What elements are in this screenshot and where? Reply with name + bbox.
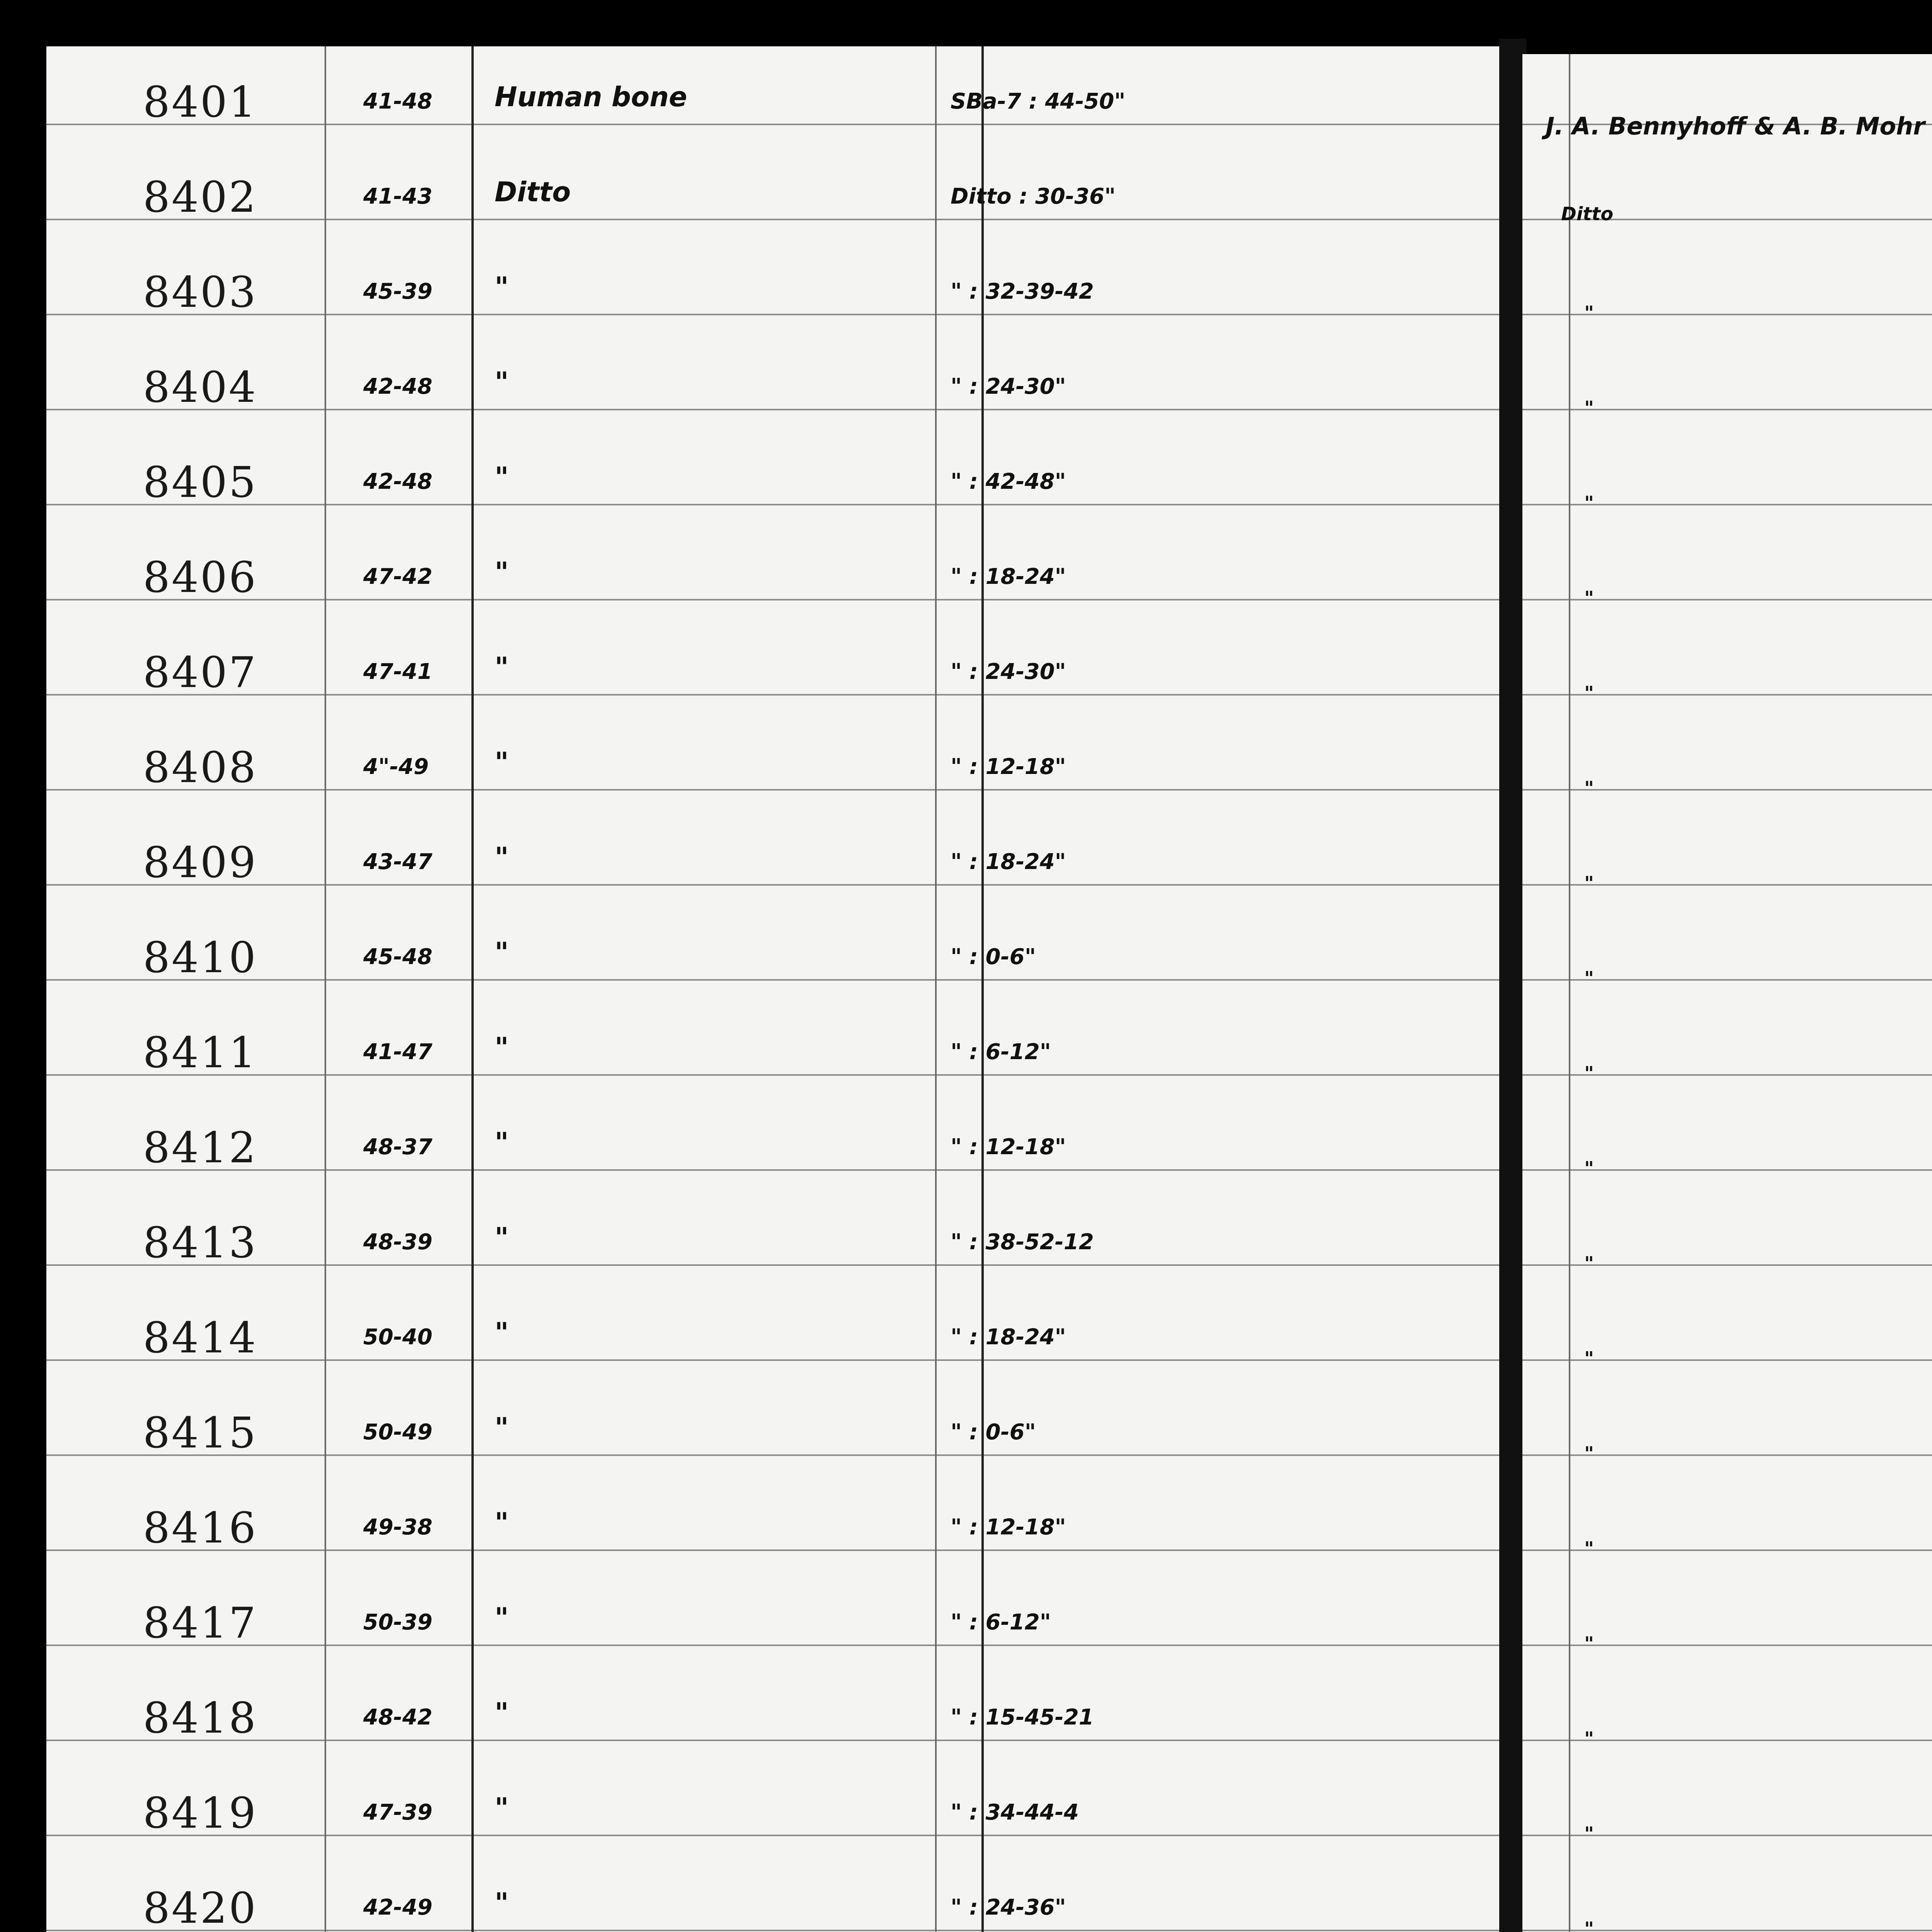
catalog-number: 8405 xyxy=(143,457,257,507)
grid-coordinate: 45-48 xyxy=(363,944,433,969)
specimen-description: " xyxy=(495,651,509,683)
ditto-mark: " xyxy=(1584,587,1594,609)
ditto-mark: " xyxy=(1584,682,1594,704)
specimen-description: " xyxy=(495,1507,509,1539)
site-depth: " : 24-30" xyxy=(951,659,1066,684)
row-rule xyxy=(46,599,1503,600)
row-rule xyxy=(1522,884,1932,886)
ledger-left-page xyxy=(46,46,1503,1932)
catalog-number: 8420 xyxy=(143,1883,257,1932)
row-rule xyxy=(1522,694,1932,696)
row-rule xyxy=(46,504,1503,505)
row-rule xyxy=(46,979,1503,981)
row-rule xyxy=(46,1645,1503,1646)
row-rule xyxy=(1522,1835,1932,1836)
ditto-mark: " xyxy=(1584,1063,1594,1084)
specimen-description: " xyxy=(495,1412,509,1444)
site-depth: " : 34-44-4 xyxy=(951,1800,1079,1825)
specimen-description: " xyxy=(495,1127,509,1158)
specimen-description: " xyxy=(495,842,509,873)
catalog-number: 8411 xyxy=(143,1028,257,1077)
specimen-description: " xyxy=(495,271,509,303)
specimen-description: " xyxy=(495,1697,509,1729)
site-depth: " : 18-24" xyxy=(951,564,1066,589)
row-rule xyxy=(1522,1454,1932,1456)
row-rule xyxy=(1522,1074,1932,1076)
row-rule xyxy=(46,314,1503,315)
specimen-description: Ditto xyxy=(495,176,571,208)
grid-coordinate: 41-43 xyxy=(363,184,433,209)
site-depth: " : 0-6" xyxy=(951,944,1036,969)
column-rule xyxy=(1569,54,1570,1932)
ditto-word: Ditto xyxy=(1561,203,1614,225)
row-rule xyxy=(46,124,1503,125)
specimen-description: " xyxy=(495,937,509,968)
site-depth: " : 15-45-21 xyxy=(951,1705,1094,1730)
ditto-mark: " xyxy=(1584,1538,1594,1560)
row-rule xyxy=(1522,314,1932,315)
catalog-number: 8404 xyxy=(143,362,257,412)
row-rule xyxy=(1522,1359,1932,1361)
ditto-mark: " xyxy=(1584,1443,1594,1464)
row-rule xyxy=(46,1835,1503,1836)
catalog-number: 8409 xyxy=(143,838,257,887)
ditto-mark: " xyxy=(1584,1253,1594,1274)
specimen-description: Human bone xyxy=(495,81,687,113)
catalog-number: 8403 xyxy=(143,267,257,317)
row-rule xyxy=(46,789,1503,791)
ditto-mark: " xyxy=(1584,777,1594,799)
row-rule xyxy=(46,409,1503,410)
row-rule xyxy=(46,1740,1503,1741)
site-depth: " : 18-24" xyxy=(951,1325,1066,1350)
grid-coordinate: 43-47 xyxy=(363,849,433,874)
row-rule xyxy=(46,219,1503,220)
row-rule xyxy=(1522,979,1932,981)
grid-coordinate: 42-48 xyxy=(363,469,433,494)
collector-name: J. A. Bennyhoff & A. B. Mohr xyxy=(1546,112,1925,140)
site-depth: " : 6-12" xyxy=(951,1610,1051,1635)
row-rule xyxy=(46,1930,1503,1931)
grid-coordinate: 50-39 xyxy=(363,1610,433,1635)
ditto-mark: " xyxy=(1584,1158,1594,1179)
catalog-number: 8407 xyxy=(143,648,257,697)
specimen-description: " xyxy=(495,1317,509,1349)
row-rule xyxy=(1522,1549,1932,1551)
site-depth: " : 12-18" xyxy=(951,1134,1066,1160)
specimen-description: " xyxy=(495,461,509,493)
ditto-mark: " xyxy=(1584,872,1594,894)
site-depth: Ditto : 30-36" xyxy=(951,184,1116,209)
grid-coordinate: 50-40 xyxy=(363,1325,433,1350)
site-depth: " : 42-48" xyxy=(951,469,1066,494)
site-depth: " : 0-6" xyxy=(951,1420,1036,1445)
site-depth: " : 32-39-42 xyxy=(951,279,1094,304)
ditto-mark: " xyxy=(1584,1633,1594,1655)
ditto-mark: " xyxy=(1584,1348,1594,1369)
site-depth: " : 24-36" xyxy=(951,1895,1066,1920)
ditto-mark: " xyxy=(1584,1918,1594,1932)
ditto-mark: " xyxy=(1584,302,1594,324)
row-rule xyxy=(46,1264,1503,1266)
catalog-number: 8415 xyxy=(143,1408,257,1458)
row-rule xyxy=(1522,504,1932,505)
catalog-number: 8402 xyxy=(143,172,257,222)
grid-coordinate: 47-39 xyxy=(363,1800,433,1825)
grid-coordinate: 48-39 xyxy=(363,1230,433,1255)
row-rule xyxy=(46,1074,1503,1076)
site-depth: SBa-7 : 44-50" xyxy=(951,89,1126,114)
grid-coordinate: 42-48 xyxy=(363,374,433,399)
row-rule xyxy=(1522,1169,1932,1171)
specimen-description: " xyxy=(495,1792,509,1824)
site-depth: " : 18-24" xyxy=(951,849,1066,874)
site-depth: " : 6-12" xyxy=(951,1039,1051,1065)
grid-coordinate: 49-38 xyxy=(363,1515,433,1540)
grid-coordinate: 50-49 xyxy=(363,1420,433,1445)
row-rule xyxy=(1522,1740,1932,1741)
column-rule xyxy=(325,46,326,1932)
row-rule xyxy=(46,1359,1503,1361)
site-depth: " : 38-52-12 xyxy=(951,1230,1094,1255)
column-rule xyxy=(935,46,937,1932)
catalog-number: 8410 xyxy=(143,933,257,982)
catalog-number: 8414 xyxy=(143,1313,257,1362)
specimen-description: " xyxy=(495,1887,509,1919)
specimen-description: " xyxy=(495,556,509,588)
row-rule xyxy=(1522,599,1932,600)
grid-coordinate: 47-42 xyxy=(363,564,433,589)
specimen-description: " xyxy=(495,1032,509,1063)
site-depth: " : 24-30" xyxy=(951,374,1066,399)
specimen-description: " xyxy=(495,1222,509,1253)
column-rule xyxy=(981,46,984,1932)
row-rule xyxy=(46,694,1503,696)
grid-coordinate: 42-49 xyxy=(363,1895,433,1920)
catalog-number: 8401 xyxy=(143,77,257,127)
row-rule xyxy=(1522,1264,1932,1266)
grid-coordinate: 41-47 xyxy=(363,1039,433,1065)
grid-coordinate: 48-42 xyxy=(363,1705,433,1730)
site-depth: " : 12-18" xyxy=(951,1515,1066,1540)
row-rule xyxy=(46,1454,1503,1456)
ledger-right-page xyxy=(1522,54,1932,1932)
grid-coordinate: 47-41 xyxy=(363,659,433,684)
ditto-mark: " xyxy=(1584,397,1594,419)
row-rule xyxy=(46,1169,1503,1171)
specimen-description: " xyxy=(495,366,509,398)
column-rule xyxy=(471,46,474,1932)
row-rule xyxy=(1522,789,1932,791)
grid-coordinate: 48-37 xyxy=(363,1134,433,1160)
site-depth: " : 12-18" xyxy=(951,754,1066,779)
grid-coordinate: 41-48 xyxy=(363,89,433,114)
catalog-number: 8413 xyxy=(143,1218,257,1267)
catalog-number: 8419 xyxy=(143,1788,257,1838)
grid-coordinate: 45-39 xyxy=(363,279,433,304)
catalog-number: 8412 xyxy=(143,1123,257,1172)
specimen-description: " xyxy=(495,747,509,778)
specimen-description: " xyxy=(495,1602,509,1634)
row-rule xyxy=(46,1549,1503,1551)
row-rule xyxy=(46,884,1503,886)
grid-coordinate: 4"-49 xyxy=(363,754,429,779)
ditto-mark: " xyxy=(1584,1728,1594,1750)
ditto-mark: " xyxy=(1584,492,1594,514)
catalog-number: 8416 xyxy=(143,1503,257,1553)
catalog-number: 8408 xyxy=(143,743,257,792)
row-rule xyxy=(1522,409,1932,410)
catalog-number: 8418 xyxy=(143,1693,257,1743)
row-rule xyxy=(1522,1645,1932,1646)
ditto-mark: " xyxy=(1584,968,1594,989)
ditto-mark: " xyxy=(1584,1823,1594,1845)
row-rule xyxy=(1522,1930,1932,1931)
catalog-number: 8406 xyxy=(143,553,257,602)
catalog-number: 8417 xyxy=(143,1598,257,1648)
